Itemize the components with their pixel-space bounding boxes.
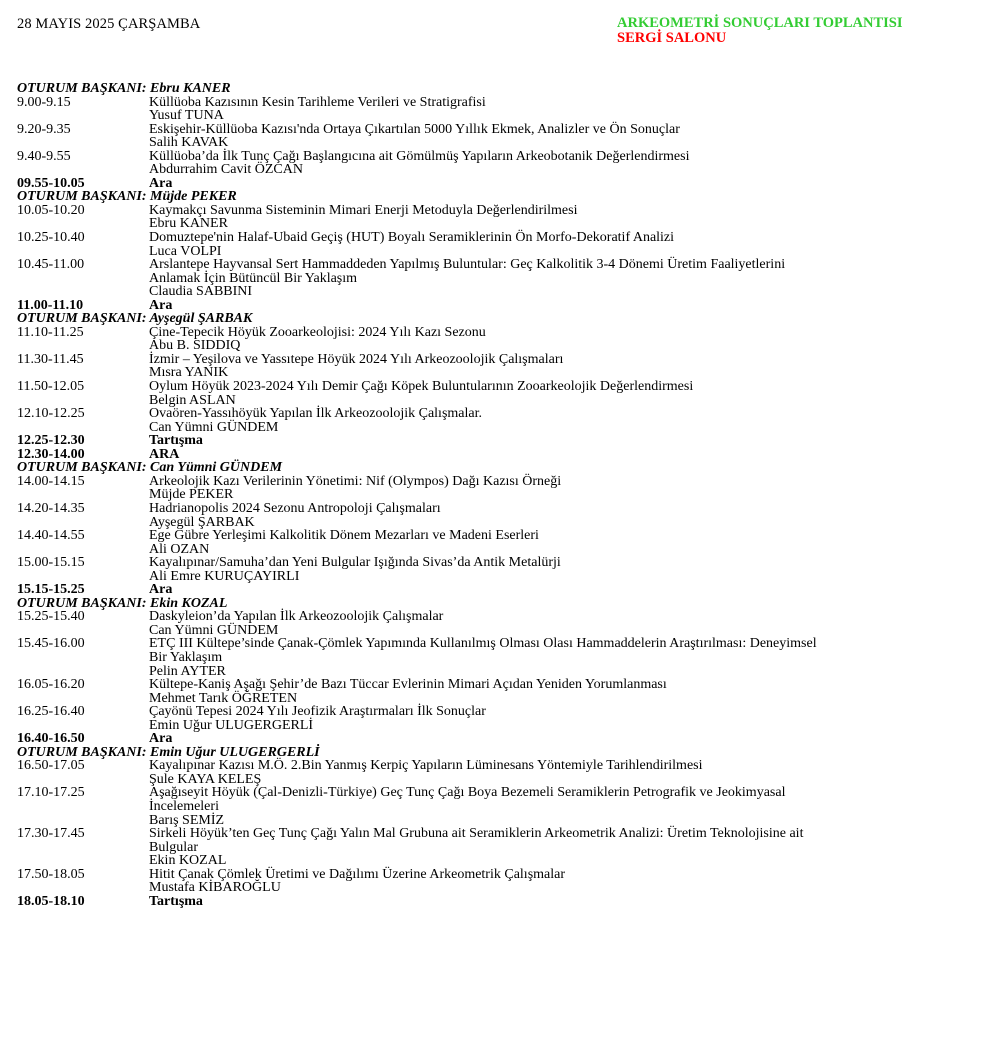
time-slot: 9.00-9.15 xyxy=(17,94,71,110)
talk-row xyxy=(17,556,992,583)
time-slot: 12.30-14.00 xyxy=(17,446,85,462)
talk-title-line: Sirkeli Höyük’ten Geç Tunç Çağı Yalın Mal Grubuna ait Seramiklerin Arkeometrik Analizi: Üretim Teknolojisine ait xyxy=(149,826,804,842)
time-slot: 9.40-9.55 xyxy=(17,148,71,164)
program-date: 28 MAYIS 2025 ÇARŞAMBA xyxy=(17,16,201,32)
speaker-name: Abu B. SIDDIQ xyxy=(149,338,241,354)
talk-details xyxy=(149,705,992,732)
talk-details xyxy=(149,786,992,827)
talk-title-line: Kayalıpınar/Samuha’dan Yeni Bulgular Işığında Sivas’da Antik Metalürji xyxy=(149,555,561,571)
speaker-name: Salih KAVAK xyxy=(149,135,229,151)
session-chair-heading: OTURUM BAŞKANI: Ekin KOZAL xyxy=(17,595,228,611)
talk-details xyxy=(149,637,992,678)
break-label: Tartışma xyxy=(149,893,203,909)
time-slot: 10.45-11.00 xyxy=(17,257,85,273)
break-label: Ara xyxy=(149,175,173,191)
talk-details xyxy=(149,827,992,868)
talk-details xyxy=(149,759,992,786)
break-row xyxy=(17,177,992,191)
time-slot: 12.25-12.30 xyxy=(17,433,85,449)
talk-row xyxy=(17,258,992,299)
talk-title-line: Küllüoba’da İlk Tunç Çağı Başlangıcına ait Gömülmüş Yapıların Arkeobotanik Değerlendirmesi xyxy=(149,148,690,164)
talk-details xyxy=(149,96,992,123)
speaker-name: Ali Emre KURUÇAYIRLI xyxy=(149,568,300,584)
talk-row xyxy=(17,475,992,502)
talk-details xyxy=(149,258,992,299)
time-slot: 11.10-11.25 xyxy=(17,324,84,340)
time-slot: 14.40-14.55 xyxy=(17,528,85,544)
time-slot: 09.55-10.05 xyxy=(17,175,85,191)
time-slot: 15.00-15.15 xyxy=(17,555,85,571)
talk-details xyxy=(149,732,992,746)
speaker-name: Yusuf TUNA xyxy=(149,108,224,124)
talk-details xyxy=(149,868,992,895)
talk-title-line: Arslantepe Hayvansal Sert Hammaddeden Yapılmış Buluntular: Geç Kalkolitik 3-4 Dönemi Üretim Faaliyetlerini xyxy=(149,257,786,273)
talk-title-line: Arkeolojik Kazı Verilerinin Yönetimi: Nif (Olympos) Dağı Kazısı Örneği xyxy=(149,473,562,489)
talk-title-line: İncelemeleri xyxy=(149,798,219,814)
time-slot: 16.05-16.20 xyxy=(17,677,85,693)
speaker-name: Müjde PEKER xyxy=(149,487,234,503)
talk-row xyxy=(17,96,992,123)
time-slot: 11.50-12.05 xyxy=(17,379,85,395)
break-row xyxy=(17,732,992,746)
talk-details xyxy=(149,407,992,434)
talk-title-line: Hadrianopolis 2024 Sezonu Antropoloji Çalışmaları xyxy=(149,500,441,516)
time-slot: 15.25-15.40 xyxy=(17,609,85,625)
time-slot: 18.05-18.10 xyxy=(17,893,85,909)
talk-row xyxy=(17,868,992,895)
session-chair-heading: OTURUM BAŞKANI: Emin Uğur ULUGERGERLİ xyxy=(17,744,320,760)
break-label: Ara xyxy=(149,297,173,313)
time-slot: 11.00-11.10 xyxy=(17,297,84,313)
talk-row xyxy=(17,705,992,732)
talk-row xyxy=(17,204,992,231)
break-row xyxy=(17,583,992,597)
time-slot: 14.20-14.35 xyxy=(17,500,85,516)
schedule-list xyxy=(17,82,992,908)
time-slot: 17.30-17.45 xyxy=(17,826,85,842)
talk-title-line: Oylum Höyük 2023-2024 Yılı Demir Çağı Köpek Buluntularının Zooarkeolojik Değerlendirmesi xyxy=(149,379,694,395)
talk-details xyxy=(149,895,992,909)
time-slot: 15.15-15.25 xyxy=(17,582,85,598)
time-slot: 16.50-17.05 xyxy=(17,758,85,774)
speaker-name: Abdurrahim Cavit ÖZCAN xyxy=(149,162,303,178)
talk-title-line: Bulgular xyxy=(149,839,198,855)
speaker-name: Ebru KANER xyxy=(149,216,228,232)
talk-details xyxy=(149,150,992,177)
talk-details xyxy=(149,610,992,637)
talk-details xyxy=(149,231,992,258)
speaker-name: Ali OZAN xyxy=(149,541,210,557)
talk-details xyxy=(149,177,992,191)
speaker-name: Barış SEMİZ xyxy=(149,812,225,828)
talk-title-line: İzmir – Yeşilova ve Yassıtepe Höyük 2024 Yılı Arkeozoolojik Çalışmaları xyxy=(149,351,564,367)
talk-title-line: Daskyleion’da Yapılan İlk Arkeozoolojik Çalışmalar xyxy=(149,609,444,625)
time-slot: 16.25-16.40 xyxy=(17,704,85,720)
talk-title-line: Anlamak İçin Bütüncül Bir Yaklaşım xyxy=(149,270,358,286)
talk-details xyxy=(149,678,992,705)
talk-title-line: Domuztepe'nin Halaf-Ubaid Geçiş (HUT) Boyalı Seramiklerinin Ön Morfo-Dekoratif Analizi xyxy=(149,230,675,246)
talk-row xyxy=(17,786,992,827)
break-row xyxy=(17,299,992,313)
talk-row xyxy=(17,231,992,258)
session-chair-heading: OTURUM BAŞKANI: Ebru KANER xyxy=(17,81,231,96)
break-row xyxy=(17,434,992,448)
speaker-name: Ayşegül ŞARBAK xyxy=(149,514,255,530)
speaker-name: Belgin ASLAN xyxy=(149,392,236,408)
talk-row xyxy=(17,353,992,380)
talk-row xyxy=(17,380,992,407)
talk-row xyxy=(17,529,992,556)
break-label: Ara xyxy=(149,731,173,747)
time-slot: 11.30-11.45 xyxy=(17,351,84,367)
event-venue: SERGİ SALONU xyxy=(617,30,727,46)
break-label: ARA xyxy=(149,446,180,462)
talk-title-line: Hitit Çanak Çömlek Üretimi ve Dağılımı Üzerine Arkeometrik Çalışmalar xyxy=(149,866,566,882)
talk-row xyxy=(17,827,992,868)
speaker-name: Mehmet Tarık ÖĞRETEN xyxy=(149,690,298,706)
time-slot: 9.20-9.35 xyxy=(17,121,71,137)
talk-row xyxy=(17,637,992,678)
session-chair-heading: OTURUM BAŞKANI: Müjde PEKER xyxy=(17,189,237,205)
talk-title-line: Aşağıseyit Höyük (Çal-Denizli-Türkiye) Geç Tunç Çağı Boya Bezemeli Seramiklerin Petrografik ve Jeokimyasal xyxy=(149,785,786,801)
talk-title-line: Kaymakçı Savunma Sisteminin Mimari Enerji Metoduyla Değerlendirilmesi xyxy=(149,202,578,218)
time-slot: 17.50-18.05 xyxy=(17,866,85,882)
speaker-name: Claudia SABBINI xyxy=(149,284,253,300)
speaker-name: Mustafa KİBAROĞLU xyxy=(149,880,281,896)
talk-details xyxy=(149,353,992,380)
event-header xyxy=(617,16,903,46)
talk-row xyxy=(17,678,992,705)
talk-title-line: Çayönü Tepesi 2024 Yılı Jeofizik Araştırmaları İlk Sonuçlar xyxy=(149,704,486,720)
talk-title-line: Kültepe-Kaniş Aşağı Şehir’de Bazı Tüccar Evlerinin Mimari Açıdan Yeniden Yorumlanması xyxy=(149,677,667,693)
time-slot: 17.10-17.25 xyxy=(17,785,85,801)
time-slot: 10.05-10.20 xyxy=(17,202,85,218)
talk-title-line: ETÇ III Kültepe’sinde Çanak-Çömlek Yapımında Kullanılmış Olması Olası Hammaddelerin Araştırılması: Deneyimsel xyxy=(149,636,817,652)
break-label: Ara xyxy=(149,582,173,598)
talk-details xyxy=(149,556,992,583)
talk-title-line: Küllüoba Kazısının Kesin Tarihleme Verileri ve Stratigrafisi xyxy=(149,94,486,110)
speaker-name: Can Yümni GÜNDEM xyxy=(149,419,279,435)
speaker-name: Ekin KOZAL xyxy=(149,853,227,869)
talk-details xyxy=(149,434,992,448)
time-slot: 12.10-12.25 xyxy=(17,406,85,422)
event-title: ARKEOMETRİ SONUÇLARI TOPLANTISI xyxy=(617,15,903,31)
talk-row xyxy=(17,123,992,150)
break-row xyxy=(17,895,992,909)
talk-title-line: Çine-Tepecik Höyük Zooarkeolojisi: 2024 Yılı Kazı Sezonu xyxy=(149,324,486,340)
time-slot: 14.00-14.15 xyxy=(17,473,85,489)
speaker-name: Can Yümni GÜNDEM xyxy=(149,622,279,638)
speaker-name: Luca VOLPI xyxy=(149,243,222,259)
talk-details xyxy=(149,380,992,407)
talk-row xyxy=(17,610,992,637)
speaker-name: Şule KAYA KELEŞ xyxy=(149,771,262,787)
speaker-name: Emin Uğur ULUGERGERLİ xyxy=(149,717,314,733)
talk-details xyxy=(149,502,992,529)
speaker-name: Pelin AYTER xyxy=(149,663,226,679)
talk-details xyxy=(149,583,992,597)
talk-details xyxy=(149,299,992,313)
time-slot: 16.40-16.50 xyxy=(17,731,85,747)
time-slot: 15.45-16.00 xyxy=(17,636,85,652)
talk-row xyxy=(17,326,992,353)
talk-row xyxy=(17,759,992,786)
speaker-name: Mısra YANIK xyxy=(149,365,229,381)
talk-details xyxy=(149,123,992,150)
talk-details xyxy=(149,326,992,353)
talk-details xyxy=(149,475,992,502)
talk-title-line: Ege Gübre Yerleşimi Kalkolitik Dönem Mezarları ve Madeni Eserleri xyxy=(149,528,539,544)
talk-title-line: Ovaören-Yassıhöyük Yapılan İlk Arkeozoolojik Çalışmalar. xyxy=(149,406,482,422)
talk-row xyxy=(17,502,992,529)
talk-title-line: Bir Yaklaşım xyxy=(149,649,223,665)
time-slot: 10.25-10.40 xyxy=(17,230,85,246)
break-label: Tartışma xyxy=(149,433,203,449)
talk-title-line: Kayalıpınar Kazısı M.Ö. 2.Bin Yanmış Kerpiç Yapıların Lüminesans Yöntemiyle Tarihlendirilmesi xyxy=(149,758,703,774)
talk-details xyxy=(149,529,992,556)
session-chair-heading: OTURUM BAŞKANI: Can Yümni GÜNDEM xyxy=(17,460,283,476)
talk-row xyxy=(17,150,992,177)
session-chair-heading: OTURUM BAŞKANI: Ayşegül ŞARBAK xyxy=(17,311,253,327)
talk-details xyxy=(149,204,992,231)
talk-title-line: Eskişehir-Küllüoba Kazısı'nda Ortaya Çıkartılan 5000 Yıllık Ekmek, Analizler ve Ön Sonuçlar xyxy=(149,121,680,137)
talk-row xyxy=(17,407,992,434)
